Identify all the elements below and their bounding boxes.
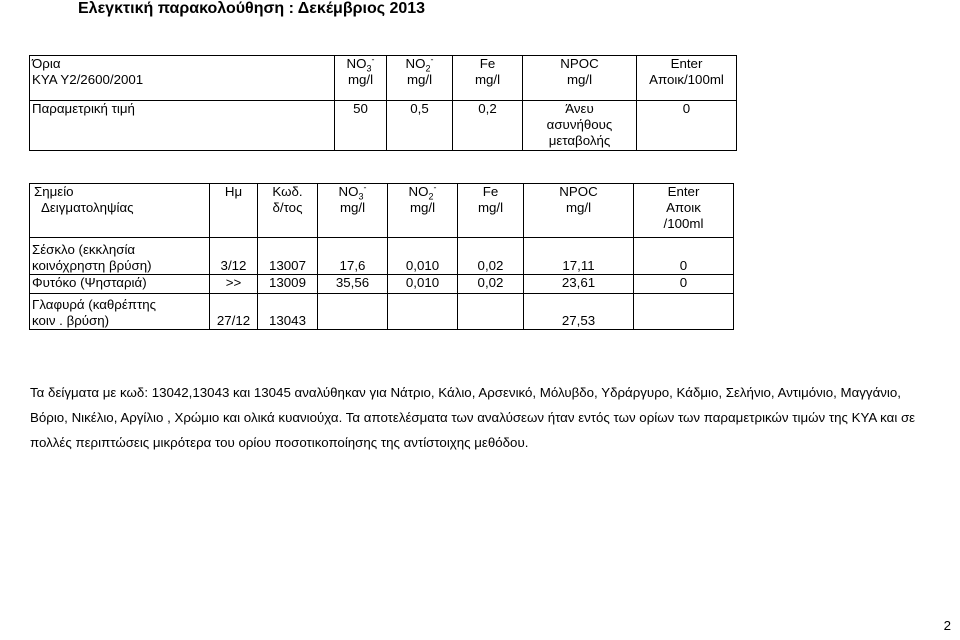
samples-fe-header: Fe mg/l xyxy=(458,184,524,238)
sample-code: 13007 xyxy=(258,238,318,275)
limits-value-row xyxy=(30,101,737,151)
analysis-note-line: Βόριο, Νικέλιο, Αργίλιο , Χρώμιο και ολικά κυανιούχα. Τα αποτελέσματα των αναλύσεων ήταν εντός των ορίων των παραμετρικών τιμών της ΚΥΑ και σε xyxy=(30,410,916,425)
sample-npoc: 27,53 xyxy=(524,294,634,330)
analysis-note-line: Τα δείγματα με κωδ: 13042,13043 και 13045 αναλύθηκαν για Νάτριο, Κάλιο, Αρσενικό, Μόλυβδο, Υδράργυρο, Κάδμιο, Σελήνιο, Αντιμόνιο, Μαγγάνιο, xyxy=(30,385,901,400)
limits-fe-value: 0,2 xyxy=(453,101,523,151)
limits-law: ΚΥΑ Υ2/2600/2001 xyxy=(32,72,144,87)
sample-fe: 0,02 xyxy=(458,238,524,275)
samples-enter-header: Enter Αποικ /100ml xyxy=(634,184,734,238)
samples-table xyxy=(29,183,734,330)
samples-date-header: Ημ xyxy=(210,184,258,238)
samples-no3-header: $NO_3^-$ mg/l xyxy=(318,184,388,238)
sample-date: >> xyxy=(210,275,258,294)
limits-label-cell xyxy=(30,56,335,101)
limits-label: Όρια xyxy=(32,56,61,71)
limits-no2-value: 0,5 xyxy=(387,101,453,151)
limits-enter-header: Enter Αποικ/100ml xyxy=(637,56,737,101)
sample-date: 3/12 xyxy=(210,238,258,275)
sample-npoc: 23,61 xyxy=(524,275,634,294)
sample-no2 xyxy=(388,294,458,330)
sample-point: Φυτόκο (Ψησταριά) xyxy=(30,275,210,294)
samples-npoc-header: NPOC mg/l xyxy=(524,184,634,238)
analysis-note-line: πολλές περιπτώσεις μικρότερα του ορίου ποσοτικοποίησης της αντίστοιχης μεθόδου. xyxy=(30,435,529,450)
sample-fe xyxy=(458,294,524,330)
limits-fe-header: Fe mg/l xyxy=(453,56,523,101)
sample-no2: 0,010 xyxy=(388,238,458,275)
sample-enter: 0 xyxy=(634,275,734,294)
sample-code: 13043 xyxy=(258,294,318,330)
sample-enter xyxy=(634,294,734,330)
limits-table xyxy=(29,55,737,151)
page-number: 2 xyxy=(943,618,951,633)
sample-enter: 0 xyxy=(634,238,734,275)
table-row xyxy=(30,275,734,294)
sample-date: 27/12 xyxy=(210,294,258,330)
limits-npoc-header: NPOC mg/l xyxy=(523,56,637,101)
page-title: Ελεγκτική παρακολούθηση : Δεκέμβριος 2013 xyxy=(78,0,426,17)
limits-header-row xyxy=(30,56,737,101)
sample-point: Γλαφυρά (καθρέπτης κοιν . βρύση) xyxy=(30,294,210,330)
analysis-note xyxy=(30,380,955,455)
limits-no3-value: 50 xyxy=(335,101,387,151)
sample-npoc: 17,11 xyxy=(524,238,634,275)
sample-no2: 0,010 xyxy=(388,275,458,294)
samples-point-header: Σημείο Δειγματοληψίας xyxy=(30,184,210,238)
samples-code-header: Κωδ. δ/τος xyxy=(258,184,318,238)
sample-no3: 35,56 xyxy=(318,275,388,294)
table-row xyxy=(30,294,734,330)
samples-no2-header: $NO_2^-$ mg/l xyxy=(388,184,458,238)
sample-no3 xyxy=(318,294,388,330)
limits-no3-header: $NO_3^-$ mg/l xyxy=(335,56,387,101)
limits-enter-value: 0 xyxy=(637,101,737,151)
sample-fe: 0,02 xyxy=(458,275,524,294)
table-row xyxy=(30,238,734,275)
sample-no3: 17,6 xyxy=(318,238,388,275)
limits-row-label: Παραμετρική τιμή xyxy=(30,101,335,151)
limits-npoc-value: Άνευ ασυνήθους μεταβολής xyxy=(523,101,637,151)
samples-header-row xyxy=(30,184,734,238)
sample-point: Σέσκλο (εκκλησία κοινόχρηστη βρύση) xyxy=(30,238,210,275)
sample-code: 13009 xyxy=(258,275,318,294)
limits-no2-header: $NO_2^-$ mg/l xyxy=(387,56,453,101)
